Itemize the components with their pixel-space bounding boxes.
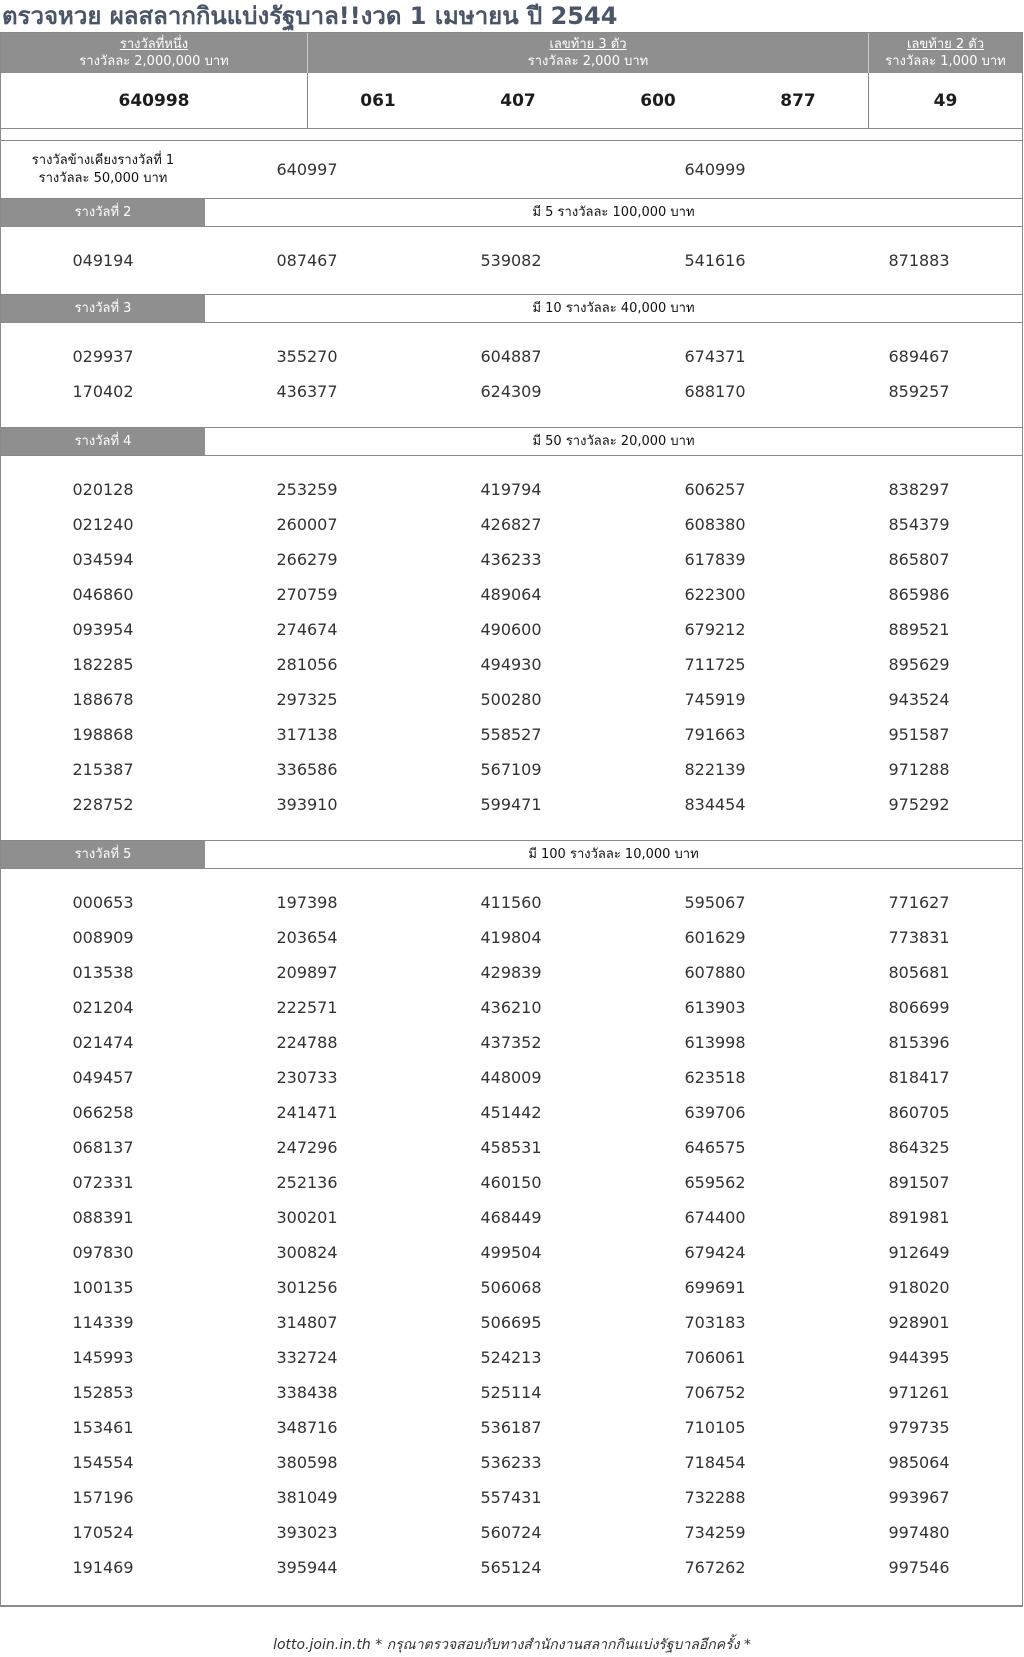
prize-tier-label: รางวัลที่ 5 <box>1 841 205 868</box>
prize-number: 066258 <box>72 1103 134 1122</box>
prize-number: 604887 <box>480 347 542 366</box>
prize-2-numbers <box>1 227 1022 295</box>
prize-number: 745919 <box>684 690 746 709</box>
prize-number: 971261 <box>888 1383 950 1402</box>
prize-number: 818417 <box>888 1068 950 1087</box>
prize-number: 506695 <box>480 1313 542 1332</box>
prize-number: 348716 <box>276 1418 338 1437</box>
prize-number: 247296 <box>276 1138 338 1157</box>
prize-number: 567109 <box>480 760 542 779</box>
prize-number: 617839 <box>684 550 746 569</box>
prize-number: 448009 <box>480 1068 542 1087</box>
prize-number: 230733 <box>276 1068 338 1087</box>
prize-number: 253259 <box>276 480 338 499</box>
last-three-numbers <box>308 73 869 128</box>
prize-number: 489064 <box>480 585 542 604</box>
prize-number: 355270 <box>276 347 338 366</box>
prize-number: 734259 <box>684 1523 746 1542</box>
prize-number: 560724 <box>480 1523 542 1542</box>
prize-number: 767262 <box>684 1558 746 1577</box>
prize-number: 864325 <box>888 1138 950 1157</box>
prize-number: 706752 <box>684 1383 746 1402</box>
prize-number: 419794 <box>480 480 542 499</box>
prize-tier-description: มี 10 รางวัลละ 40,000 บาท <box>532 301 695 316</box>
prize-number: 170524 <box>72 1523 134 1542</box>
prize-number: 541616 <box>684 251 746 270</box>
prize-number: 152853 <box>72 1383 134 1402</box>
prize-number: 706061 <box>684 1348 746 1367</box>
last-two-header <box>869 33 1022 73</box>
prize-number: 943524 <box>888 690 950 709</box>
last-three-header <box>308 33 869 73</box>
prize-number: 854379 <box>888 515 950 534</box>
prize-number: 114339 <box>72 1313 134 1332</box>
prize-4-header <box>1 428 1022 456</box>
prize-number: 395944 <box>276 1558 338 1577</box>
prize-number: 381049 <box>276 1488 338 1507</box>
prize-tier-description: มี 50 รางวัลละ 20,000 บาท <box>532 434 695 449</box>
prize-number: 500280 <box>480 690 542 709</box>
near-prize-amount: รางวัลละ 50,000 บาท <box>38 170 168 186</box>
number-grid <box>1 243 1022 278</box>
prize-number: 274674 <box>276 620 338 639</box>
prize-number: 613998 <box>684 1033 746 1052</box>
prize-number: 703183 <box>684 1313 746 1332</box>
prize-number: 490600 <box>480 620 542 639</box>
prize-number: 266279 <box>276 550 338 569</box>
prize-number: 613903 <box>684 998 746 1017</box>
near-prize-label <box>1 152 205 188</box>
prize-number: 215387 <box>72 760 134 779</box>
prize-number: 699691 <box>684 1278 746 1297</box>
prize-number: 711725 <box>684 655 746 674</box>
page-title: ตรวจหวย ผลสลากกินแบ่งรัฐบาล!!งวด 1 เมษายน ปี 2544 <box>2 2 618 30</box>
prize-number: 332724 <box>276 1348 338 1367</box>
prize-number: 460150 <box>480 1173 542 1192</box>
prize-number: 659562 <box>684 1173 746 1192</box>
footer-note: lotto.join.in.th * กรุณาตรวจสอบกับทางสำนักงานสลากกินแบ่งรัฐบาลอีกครั้ง * <box>273 1637 751 1653</box>
prize-number: 674400 <box>684 1208 746 1227</box>
prize-number: 599471 <box>480 795 542 814</box>
prize-number: 558527 <box>480 725 542 744</box>
prize-number: 732288 <box>684 1488 746 1507</box>
prize-number: 912649 <box>888 1243 950 1262</box>
last-three-number: 877 <box>780 90 816 111</box>
prize-number: 688170 <box>684 382 746 401</box>
prize-number: 859257 <box>888 382 950 401</box>
prize-number: 674371 <box>684 347 746 366</box>
prize-number: 865986 <box>888 585 950 604</box>
prize-3-numbers <box>1 323 1022 428</box>
prize-number: 154554 <box>72 1453 134 1472</box>
near-prize-number: 640999 <box>684 160 746 179</box>
prize-number: 068137 <box>72 1138 134 1157</box>
prize-number: 021204 <box>72 998 134 1017</box>
prize-number: 822139 <box>684 760 746 779</box>
last-two-number: 49 <box>933 90 958 111</box>
prize-tier-label: รางวัลที่ 3 <box>1 295 205 322</box>
number-grid <box>1 339 1022 409</box>
prize-5-header <box>1 841 1022 869</box>
prize-number: 393023 <box>276 1523 338 1542</box>
prize-number: 891981 <box>888 1208 950 1227</box>
last-three-number: 061 <box>360 90 396 111</box>
prize-number: 197398 <box>276 893 338 912</box>
prize-number: 203654 <box>276 928 338 947</box>
prize-number: 241471 <box>276 1103 338 1122</box>
prize-number: 008909 <box>72 928 134 947</box>
prize-number: 436233 <box>480 550 542 569</box>
prize-2-header <box>1 199 1022 227</box>
prize-number: 419804 <box>480 928 542 947</box>
prize-number: 020128 <box>72 480 134 499</box>
prize-number: 252136 <box>276 1173 338 1192</box>
first-prize-amount: รางวัลละ 2,000,000 บาท <box>79 54 229 69</box>
prize-number: 021240 <box>72 515 134 534</box>
prize-number: 072331 <box>72 1173 134 1192</box>
prize-number: 525114 <box>480 1383 542 1402</box>
number-grid <box>1 885 1022 1585</box>
prize-number: 944395 <box>888 1348 950 1367</box>
prize-number: 013538 <box>72 963 134 982</box>
prize-number: 458531 <box>480 1138 542 1157</box>
prize-number: 773831 <box>888 928 950 947</box>
first-prize-label[interactable]: รางวัลที่หนึ่ง <box>119 37 189 52</box>
prize-number: 153461 <box>72 1418 134 1437</box>
prize-number: 270759 <box>276 585 338 604</box>
prize-number: 891507 <box>888 1173 950 1192</box>
prize-number: 499504 <box>480 1243 542 1262</box>
prize-number: 314807 <box>276 1313 338 1332</box>
prize-number: 093954 <box>72 620 134 639</box>
prize-number: 300824 <box>276 1243 338 1262</box>
prize-number: 536187 <box>480 1418 542 1437</box>
prize-number: 679212 <box>684 620 746 639</box>
prize-number: 281056 <box>276 655 338 674</box>
prize-number: 436210 <box>480 998 542 1017</box>
divider <box>1 129 1022 141</box>
prize-number: 993967 <box>888 1488 950 1507</box>
near-prize-number: 640997 <box>276 160 338 179</box>
prize-number: 646575 <box>684 1138 746 1157</box>
prize-number: 260007 <box>276 515 338 534</box>
last-two-amount: รางวัลละ 1,000 บาท <box>885 54 1006 69</box>
prize-number: 000653 <box>72 893 134 912</box>
last-three-number: 600 <box>640 90 676 111</box>
prize-number: 429839 <box>480 963 542 982</box>
prize-number: 718454 <box>684 1453 746 1472</box>
prize-number: 918020 <box>888 1278 950 1297</box>
prize-number: 034594 <box>72 550 134 569</box>
prize-number: 506068 <box>480 1278 542 1297</box>
prize-number: 468449 <box>480 1208 542 1227</box>
prize-number: 971288 <box>888 760 950 779</box>
prize-number: 426827 <box>480 515 542 534</box>
prize-number: 860705 <box>888 1103 950 1122</box>
prize-number: 100135 <box>72 1278 134 1297</box>
prize-number: 188678 <box>72 690 134 709</box>
prize-number: 895629 <box>888 655 950 674</box>
prize-number: 029937 <box>72 347 134 366</box>
prize-number: 871883 <box>888 251 950 270</box>
prize-number: 300201 <box>276 1208 338 1227</box>
prize-5-numbers <box>1 869 1022 1606</box>
prize-tier-description: มี 5 รางวัลละ 100,000 บาท <box>532 205 695 220</box>
prize-number: 979735 <box>888 1418 950 1437</box>
prize-number: 557431 <box>480 1488 542 1507</box>
prize-number: 623518 <box>684 1068 746 1087</box>
prize-tier-label: รางวัลที่ 2 <box>1 199 205 226</box>
prize-number: 951587 <box>888 725 950 744</box>
prize-number: 097830 <box>72 1243 134 1262</box>
prize-number: 222571 <box>276 998 338 1017</box>
prize-number: 297325 <box>276 690 338 709</box>
prize-number: 806699 <box>888 998 950 1017</box>
prize-number: 049194 <box>72 251 134 270</box>
top-prize-header <box>1 33 1022 73</box>
near-first-prize-row <box>1 141 1022 199</box>
prize-number: 679424 <box>684 1243 746 1262</box>
prize-number: 380598 <box>276 1453 338 1472</box>
prize-number: 224788 <box>276 1033 338 1052</box>
prize-number: 209897 <box>276 963 338 982</box>
prize-number: 524213 <box>480 1348 542 1367</box>
prize-number: 997480 <box>888 1523 950 1542</box>
prize-number: 228752 <box>72 795 134 814</box>
prize-number: 595067 <box>684 893 746 912</box>
prize-tier-label: รางวัลที่ 4 <box>1 428 205 455</box>
prize-number: 865807 <box>888 550 950 569</box>
prize-number: 145993 <box>72 1348 134 1367</box>
prize-number: 046860 <box>72 585 134 604</box>
first-prize-number: 640998 <box>1 73 308 128</box>
prize-number: 087467 <box>276 251 338 270</box>
prize-number: 928901 <box>888 1313 950 1332</box>
last-three-label[interactable]: เลขท้าย 3 ตัว <box>549 37 627 52</box>
prize-number: 838297 <box>888 480 950 499</box>
prize-number: 301256 <box>276 1278 338 1297</box>
prize-number: 834454 <box>684 795 746 814</box>
prize-number: 624309 <box>480 382 542 401</box>
prize-number: 639706 <box>684 1103 746 1122</box>
prize-number: 336586 <box>276 760 338 779</box>
prize-number: 182285 <box>72 655 134 674</box>
prize-number: 805681 <box>888 963 950 982</box>
prize-number: 565124 <box>480 1558 542 1577</box>
prize-number: 021474 <box>72 1033 134 1052</box>
prize-number: 411560 <box>480 893 542 912</box>
prize-number: 494930 <box>480 655 542 674</box>
prize-number: 338438 <box>276 1383 338 1402</box>
number-grid <box>1 472 1022 822</box>
prize-number: 975292 <box>888 795 950 814</box>
last-three-amount: รางวัลละ 2,000 บาท <box>527 54 649 69</box>
prize-number: 710105 <box>684 1418 746 1437</box>
prize-sections <box>1 199 1022 1606</box>
prize-number: 601629 <box>684 928 746 947</box>
prize-number: 997546 <box>888 1558 950 1577</box>
prize-number: 791663 <box>684 725 746 744</box>
prize-number: 049457 <box>72 1068 134 1087</box>
prize-number: 985064 <box>888 1453 950 1472</box>
prize-number: 536233 <box>480 1453 542 1472</box>
prize-number: 622300 <box>684 585 746 604</box>
prize-number: 088391 <box>72 1208 134 1227</box>
prize-number: 393910 <box>276 795 338 814</box>
prize-number: 539082 <box>480 251 542 270</box>
prize-number: 608380 <box>684 515 746 534</box>
prize-number: 170402 <box>72 382 134 401</box>
prize-tier-description: มี 100 รางวัลละ 10,000 บาท <box>528 847 699 862</box>
prize-number: 436377 <box>276 382 338 401</box>
prize-number: 157196 <box>72 1488 134 1507</box>
prize-number: 451442 <box>480 1103 542 1122</box>
first-prize-header <box>1 33 308 73</box>
last-three-number: 407 <box>500 90 536 111</box>
prize-number: 191469 <box>72 1558 134 1577</box>
prize-number: 317138 <box>276 725 338 744</box>
prize-number: 815396 <box>888 1033 950 1052</box>
prize-number: 437352 <box>480 1033 542 1052</box>
prize-3-header <box>1 295 1022 323</box>
prize-number: 889521 <box>888 620 950 639</box>
near-prize-title: รางวัลข้างเคียงรางวัลที่ 1 <box>31 152 175 168</box>
top-prize-values <box>1 73 1022 129</box>
prize-4-numbers <box>1 456 1022 841</box>
prize-number: 689467 <box>888 347 950 366</box>
results-table <box>0 32 1023 1607</box>
prize-number: 607880 <box>684 963 746 982</box>
prize-number: 771627 <box>888 893 950 912</box>
last-two-label[interactable]: เลขท้าย 2 ตัว <box>906 37 985 52</box>
prize-number: 198868 <box>72 725 134 744</box>
prize-number: 606257 <box>684 480 746 499</box>
